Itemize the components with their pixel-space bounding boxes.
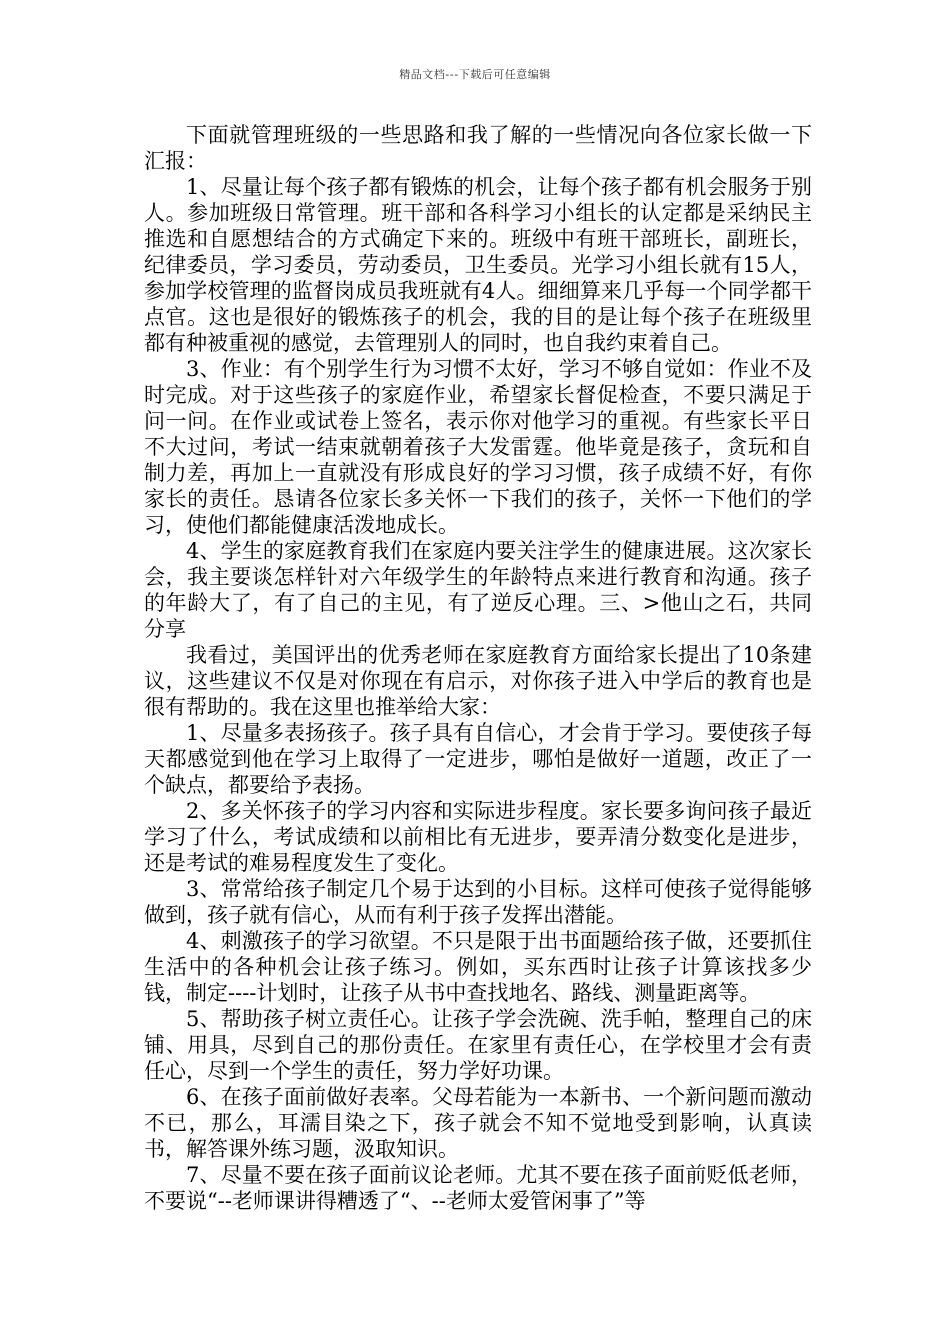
document-body [144,122,812,1214]
intro-paragraph: 下面就管理班级的一些思路和我了解的一些情况向各位家长做一下汇报： [144,123,812,173]
paragraph-item-1: 1、尽量让每个孩子都有锻炼的机会，让每个孩子都有机会服务于别人。参加班级日常管理。班干部和各科学习小组长的认定都是采纳民主推选和自愿想结合的方式确定下来的。班级中有班干部班长，副班长，纪律委员，学习委员，劳动委员，卫生委员。光学习小组长就有15人，参加学校管理的监督岗成员我班就有4人。细细算来几乎每一个同学都干点官。这也是很好的锻炼孩子的机会，我的目的是让每个孩子在班级里都有种被重视的感觉，去管理别人的同时，也自我约束着自己。 [144,175,812,355]
paragraph-item-4: 4、学生的家庭教育我们在家庭内要关注学生的健康进展。这次家长会，我主要谈怎样针对六年级学生的年龄特点来进行教育和沟通。孩子的年龄大了，有了自己的主见，有了逆反心理。三、>他山之石，共同分享 [144,539,812,641]
paragraph-item-3: 3、作业：有个别学生行为习惯不太好，学习不够自觉如：作业不及时完成。对于这些孩子的家庭作业，希望家长督促检查，不要只满足于问一问。在作业或试卷上签名，表示你对他学习的重视。有些家长平日不大过问，考试一结束就朝着孩子大发雷霆。他毕竟是孩子，贪玩和自制力差，再加上一直就没有形成良好的学习习惯，孩子成绩不好，有你家长的责任。恳请各位家长多关怀一下我们的孩子，关怀一下他们的学习，使他们都能健康活泼地成长。 [144,357,812,537]
suggestion-5-paragraph: 5、帮助孩子树立责任心。让孩子学会洗碗、洗手帕，整理自己的床铺、用具，尽到自己的那份责任。在家里有责任心，在学校里才会有责任心，尽到一个学生的责任，努力学好功课。 [144,1007,812,1083]
suggestion-6-paragraph: 6、在孩子面前做好表率。父母若能为一本新书、一个新问题而激动不已，那么，耳濡目染之下，孩子就会不知不觉地受到影响，认真读书，解答课外练习题，汲取知识。 [144,1085,812,1161]
suggestion-3-paragraph: 3、常常给孩子制定几个易于达到的小目标。这样可使孩子觉得能够做到，孩子就有信心，从而有利于孩子发挥出潜能。 [144,877,812,927]
suggestion-1-paragraph: 1、尽量多表扬孩子。孩子具有自信心，才会肯于学习。要使孩子每天都感觉到他在学习上取得了一定进步，哪怕是做好一道题，改正了一个缺点，都要给予表扬。 [144,721,812,797]
suggestion-4-paragraph: 4、刺激孩子的学习欲望。不只是限于出书面题给孩子做，还要抓住生活中的各种机会让孩子练习。例如，买东西时让孩子计算该找多少钱，制定----计划时，让孩子从书中查找地名、路线、测量距离等。 [144,929,812,1005]
suggestion-7-paragraph: 7、尽量不要在孩子面前议论老师。尤其不要在孩子面前贬低老师，不要说“--老师课讲得糟透了“、--老师太爱管闲事了”等 [144,1163,812,1213]
page-header: 精品文档---下载后可任意编辑 [399,68,551,81]
suggestion-2-paragraph: 2、多关怀孩子的学习内容和实际进步程度。家长要多询问孩子最近学习了什么，考试成绩和以前相比有无进步，要弄清分数变化是进步，还是考试的难易程度发生了变化。 [144,799,812,875]
suggestions-intro-paragraph: 我看过，美国评出的优秀老师在家庭教育方面给家长提出了10条建议，这些建议不仅是对你现在有启示，对你孩子进入中学后的教育也是很有帮助的。我在这里也推举给大家： [144,643,812,719]
